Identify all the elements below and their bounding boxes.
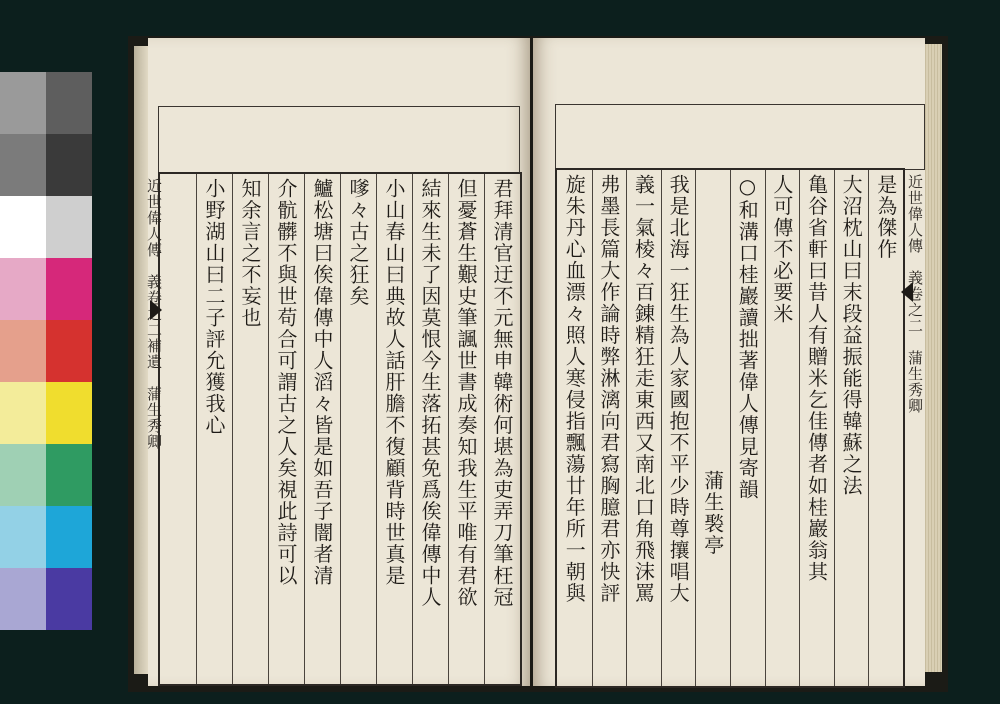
- text-column: 旋朱丹心血漂々照人寒侵指飄蕩廿年所一朝與: [562, 174, 587, 604]
- column-rule: [448, 174, 449, 684]
- column-rule: [232, 174, 233, 684]
- color-swatch: [0, 258, 46, 320]
- text-column: 鱸松塘曰俟偉傳中人滔々皆是如吾子闇者清: [310, 178, 334, 587]
- text-column: 結來生未了因莫恨今生落拓甚免爲俟偉傳中人: [418, 178, 442, 608]
- column-rule: [376, 174, 377, 684]
- column-rule: [868, 170, 869, 686]
- color-swatch: [0, 320, 46, 382]
- column-rule: [196, 174, 197, 684]
- column-rule: [765, 170, 766, 686]
- color-swatch: [46, 320, 92, 382]
- text-column: 人可傳不必要米: [769, 174, 794, 325]
- right-page: [533, 38, 925, 686]
- left-text-frame: [158, 172, 522, 686]
- color-swatch: [0, 444, 46, 506]
- color-swatch: [0, 72, 46, 134]
- text-column: ○和溝口桂巖讀拙著偉人傳見寄韻: [735, 174, 760, 501]
- color-swatch: [46, 134, 92, 196]
- color-swatch: [46, 196, 92, 258]
- column-rule: [695, 170, 696, 686]
- right-header-box: [555, 104, 925, 170]
- text-column: 小野湖山曰二子評允獲我心: [202, 178, 226, 436]
- column-rule: [268, 174, 269, 684]
- color-swatch: [0, 196, 46, 258]
- text-column: 我是北海一狂生為人家國抱不平少時尊攘唱大: [666, 174, 691, 604]
- column-rule: [661, 170, 662, 686]
- right-text-frame: [555, 168, 905, 688]
- color-calibration-strip: [0, 72, 92, 632]
- text-column: 蒲生褧亭: [700, 470, 725, 556]
- color-swatch: [46, 568, 92, 630]
- color-swatch: [46, 506, 92, 568]
- text-column: 義一氣棱々百錬精狂走東西又南北口角飛沫罵: [631, 174, 656, 604]
- column-rule: [834, 170, 835, 686]
- text-column: 大沼枕山曰末段益振能得韓蘇之法: [839, 174, 864, 497]
- color-swatch: [0, 506, 46, 568]
- text-column: 弗墨長篇大作論時弊淋漓向君寫胸臆君亦快評: [596, 174, 621, 604]
- left-margin-title: 近世偉人傳 義卷之二補遺 蒲生秀卿: [145, 178, 163, 450]
- column-rule: [730, 170, 731, 686]
- color-swatch: [46, 382, 92, 444]
- column-rule: [484, 174, 485, 684]
- column-rule: [799, 170, 800, 686]
- fishtail-mark-right: [901, 282, 913, 302]
- color-swatch: [46, 444, 92, 506]
- text-column: 嗲々古之狂矣: [346, 178, 370, 307]
- column-rule: [626, 170, 627, 686]
- fishtail-mark-left: [150, 300, 162, 320]
- text-column: 君拜清官迂不元無申韓術何堪為吏弄刀筆枉冠: [490, 178, 514, 608]
- color-swatch: [46, 258, 92, 320]
- left-header-box: [158, 106, 520, 174]
- text-column: 介骯髒不與世苟合可謂古之人矣視此詩可以: [274, 178, 298, 587]
- text-column: 小山春山曰典故人話肝膽不復顧背時世真是: [382, 178, 406, 587]
- color-swatch: [0, 382, 46, 444]
- text-column: 亀谷省軒曰昔人有贈米乞佳傳者如桂巖翁其: [804, 174, 829, 583]
- text-column: 但憂蒼生艱史筆諷世書成奏知我生平唯有君欲: [454, 178, 478, 608]
- color-swatch: [46, 72, 92, 134]
- text-column: 知余言之不妄也: [238, 178, 262, 329]
- column-rule: [340, 174, 341, 684]
- color-swatch: [0, 134, 46, 196]
- color-swatch: [0, 568, 46, 630]
- column-rule: [304, 174, 305, 684]
- right-margin-title: 近世偉人傳 義卷之二 蒲生秀卿: [906, 174, 924, 414]
- column-rule: [592, 170, 593, 686]
- text-column: 是為傑作: [873, 174, 898, 260]
- column-rule: [412, 174, 413, 684]
- left-page: [145, 38, 530, 686]
